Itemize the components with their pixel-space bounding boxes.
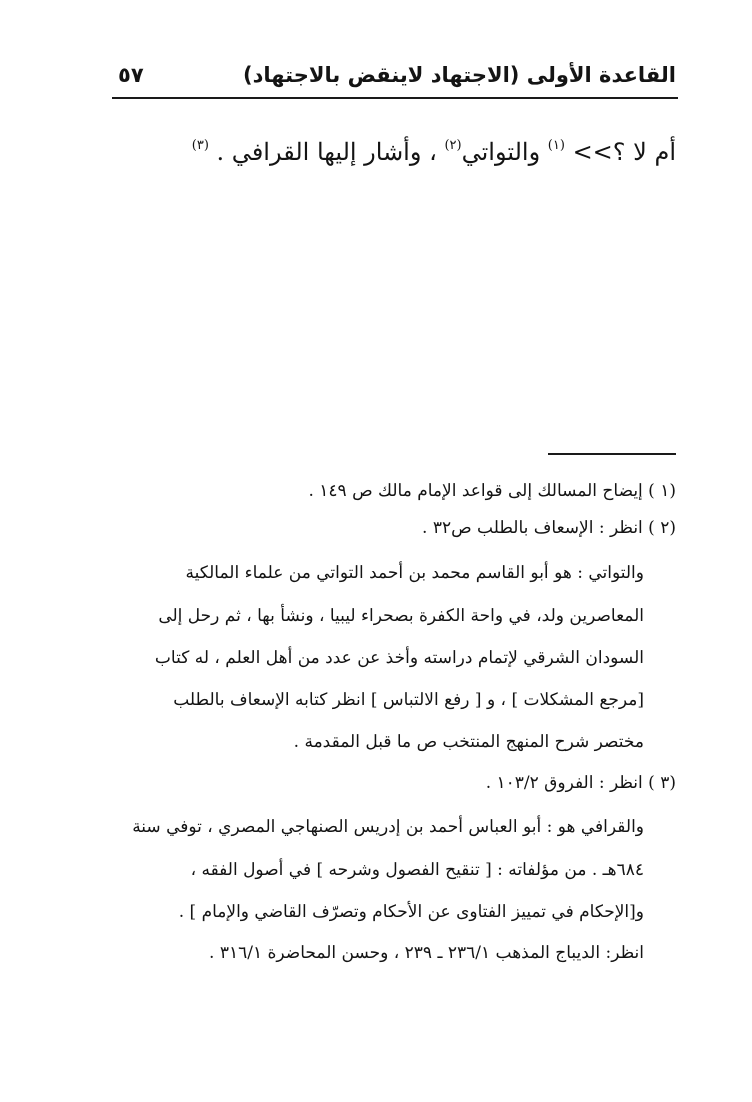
footnote-marker-3[interactable]: (٣) — [191, 138, 209, 153]
footnote-3-line: ٦٨٤هـ . من مؤلفاته : [ تنقيح الفصول وشرحه ] في أصول الفقه ، — [190, 860, 644, 880]
footnote-3-line: انظر: الديباج المذهب ٢٣٦/١ ـ ٢٣٩ ، وحسن المحاضرة ٣١٦/١ . — [209, 943, 644, 963]
footnote-marker-2[interactable]: (٢) — [444, 138, 462, 153]
main-text-line — [76, 132, 676, 172]
running-header-title: القاعدة الأولى (الاجتهاد لاينقض بالاجتهاد) — [243, 63, 676, 87]
footnote-2-line: والتواتي : هو أبو القاسم محمد بن أحمد التواتي من علماء المالكية — [185, 563, 644, 583]
footnote-3-line: و[الإحكام في تمييز الفتاوى عن الأحكام وتصرّف القاضي والإمام ] . — [178, 902, 644, 922]
footnote-2-line: المعاصرين ولد، في واحة الكفرة بصحراء ليبيا ، ونشأ بها ، ثم رحل إلى — [158, 606, 644, 626]
main-text-part-2: والتواتي — [461, 138, 548, 166]
footnote-3-line: والقرافي هو : أبو العباس أحمد بن إدريس الصنهاجي المصري ، توفي سنة — [132, 817, 644, 837]
footnote-marker-1[interactable]: (١) — [547, 138, 565, 153]
footnote-2: (٢ ) انظر : الإسعاف بالطلب ص٣٢ . — [422, 518, 676, 538]
main-text-part-3: ، وأشار إليها القرافي . — [208, 138, 445, 166]
main-text-part-1: أم لا ؟>> — [564, 138, 676, 166]
footnote-2-line: مختصر شرح المنهج المنتخب ص ما قبل المقدمة . — [293, 732, 644, 752]
footnote-1: (١ ) إيضاح المسالك إلى قواعد الإمام مالك ص ١٤٩ . — [308, 481, 676, 501]
footnote-2-line: السودان الشرقي لإتمام دراسته وأخذ عن عدد من أهل العلم ، له كتاب — [154, 648, 644, 668]
header-rule — [112, 97, 678, 99]
footnote-2-line: [مرجع المشكلات ] ، و [ رفع الالتباس ] انظر كتابه الإسعاف بالطلب — [173, 690, 644, 710]
footnote-separator — [548, 453, 676, 455]
footnote-3: (٣ ) انظر : الفروق ١٠٣/٢ . — [485, 773, 676, 793]
page-number: ٥٧ — [118, 63, 144, 87]
